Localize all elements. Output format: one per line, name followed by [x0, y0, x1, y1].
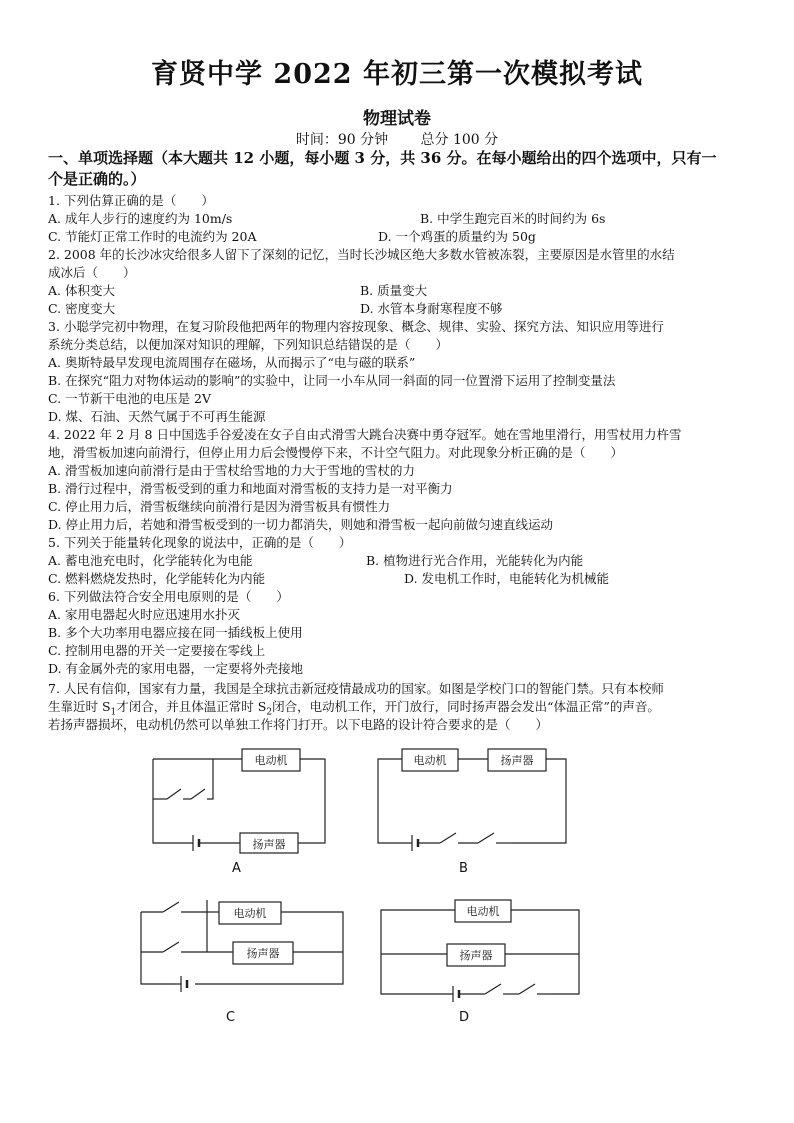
- circuit-a-motor-label: 电动机: [254, 754, 288, 767]
- exam-time: 时间：90 分钟: [295, 132, 389, 148]
- q6-option-a: A. 家用电器起火时应迅速用水扑灭: [48, 607, 240, 622]
- circuit-c-switch-2: [163, 942, 179, 952]
- circuit-b-speaker-label: 扬声器: [500, 754, 534, 767]
- circuit-diagram-c: [135, 896, 350, 1006]
- q7-stem-2-post: 闭合，电动机工作，开门放行，同时扬声器会发出“体温正常”的声音。: [272, 699, 660, 714]
- q4-stem-2: 地，滑雪板加速向前滑行，但停止用力后会慢慢停下来，不计空气阻力。对此现象分析正确的是（ ）: [48, 445, 624, 460]
- q5-option-b: B. 植物进行光合作用，光能转化为内能: [366, 553, 584, 568]
- q3-option-a: A. 奥斯特最早发现电流周围存在磁场，从而揭示了“电与磁的联系”: [48, 355, 416, 370]
- circuit-b-switch-2: [478, 833, 494, 843]
- exam-meta: [0, 129, 794, 149]
- q5-option-a: A. 蓄电池充电时，化学能转化为电能: [48, 553, 253, 568]
- q7-sub-s1: 1: [110, 707, 117, 718]
- circuit-diagram-a: [145, 745, 330, 855]
- q6-option-d: D. 有金属外壳的家用电器，一定要将外壳接地: [48, 661, 304, 676]
- q5-stem: 5. 下列关于能量转化现象的说法中，正确的是（ ）: [48, 535, 352, 550]
- q7-sub-s2: 2: [266, 707, 273, 718]
- circuit-a-wire-right: [298, 759, 325, 843]
- circuit-label-a: A: [232, 861, 241, 876]
- circuit-c-switch-1: [163, 902, 179, 912]
- section-heading-line2: 个是正确的。）: [48, 170, 146, 188]
- circuit-diagram-d: [375, 896, 585, 1006]
- circuit-label-d: D: [459, 1010, 470, 1025]
- circuit-d-motor-label: 电动机: [466, 905, 500, 918]
- circuit-a-speaker-label: 扬声器: [252, 838, 286, 851]
- circuit-diagram-b: [372, 745, 572, 855]
- q3-option-d: D. 煤、石油、天然气属于不可再生能源: [48, 409, 266, 424]
- q5-option-d: D. 发电机工作时，电能转化为机械能: [404, 571, 610, 586]
- q1-option-d: D. 一个鸡蛋的质量约为 50g: [378, 229, 536, 244]
- circuit-a-wire-left: [153, 759, 193, 843]
- circuit-a-branch-right: [207, 759, 213, 799]
- q3-stem-1: 3. 小聪学完初中物理，在复习阶段他把两年的物理内容按现象、概念、规律、实验、探究方法、知识应用等进行: [48, 319, 664, 334]
- q2-option-b: B. 质量变大: [360, 283, 428, 298]
- circuit-d-wire-left: [381, 910, 455, 994]
- circuit-a-switch-2: [191, 789, 205, 799]
- circuit-d-speaker-label: 扬声器: [459, 949, 493, 962]
- q6-option-b: B. 多个大功率用电器应接在同一插线板上使用: [48, 625, 303, 640]
- circuit-d-switch-1: [485, 984, 501, 994]
- q5-option-c: C. 燃料燃烧发热时，化学能转化为内能: [48, 571, 266, 586]
- circuit-c-motor-label: 电动机: [233, 907, 267, 920]
- q7-stem-1: 7. 人民有信仰，国家有力量，我国是全球抗击新冠疫情最成功的国家。如图是学校门口的智能门禁。只有本校师: [48, 681, 664, 696]
- circuit-b-motor-label: 电动机: [413, 754, 447, 767]
- q2-option-c: C. 密度变大: [48, 301, 116, 316]
- q1-stem: 1. 下列估算正确的是（ ）: [48, 193, 214, 208]
- q7-stem-2-mid: 才闭合，并且体温正常时 S: [116, 699, 267, 714]
- q4-stem-1: 4. 2022 年 2 月 8 日中国选手谷爱凌在女子自由式滑雪大跳台决赛中勇夺冠军。她在雪地里滑行，用雪杖用力杵雪: [48, 427, 682, 442]
- exam-score: 总分 100 分: [420, 132, 499, 148]
- circuit-c-speaker-label: 扬声器: [246, 947, 280, 960]
- q2-option-a: A. 体积变大: [48, 283, 115, 298]
- q6-option-c: C. 控制用电器的开关一定要接在零线上: [48, 643, 266, 658]
- paper-subtitle: 物理试卷: [363, 109, 431, 129]
- circuit-label-b: B: [459, 861, 468, 876]
- q7-stem-2-pre: 生靠近时 S: [48, 699, 111, 714]
- section-heading-line1: 一、单项选择题（本大题共 12 小题，每小题 3 分，共 36 分。在每小题给出的四个选项中，只有一: [48, 149, 717, 167]
- q3-option-c: C. 一节新干电池的电压是 2V: [48, 391, 212, 406]
- q4-option-d: D. 停止用力后，若她和滑雪板受到的一切力都消失，则她和滑雪板一起向前做匀速直线运动: [48, 517, 554, 532]
- section-heading: [48, 148, 748, 190]
- q6-stem: 6. 下列做法符合安全用电原则的是（ ）: [48, 589, 289, 604]
- q1-option-b: B. 中学生跑完百米的时间约为 6s: [420, 211, 606, 226]
- q3-stem-2: 系统分类总结，以便加深对知识的理解，下列知识总结错误的是（ ）: [48, 337, 449, 352]
- q4-option-b: B. 滑行过程中，滑雪板受到的重力和地面对滑雪板的支持力是一对平衡力: [48, 481, 453, 496]
- circuit-b-switch-1: [440, 833, 456, 843]
- circuit-d-switch-2: [519, 984, 535, 994]
- circuit-a-switch-1: [167, 789, 181, 799]
- q4-option-a: A. 滑雪板加速向前滑行是由于雪杖给雪地的力大于雪地的雪杖的力: [48, 463, 415, 478]
- q7-stem-3: 若扬声器损坏，电动机仍然可以单独工作将门打开。以下电路的设计符合要求的是（ ）: [48, 717, 549, 732]
- q4-option-c: C. 停止用力后，滑雪板继续向前滑行是因为滑雪板具有惯性力: [48, 499, 391, 514]
- q2-option-d: D. 水管本身耐寒程度不够: [360, 301, 503, 316]
- q3-option-b: B. 在探究“阻力对物体运动的影响”的实验中，让同一小车从同一斜面的同一位置滑下运用了控制变量法: [48, 373, 616, 388]
- q2-stem-2: 成冰后（ ）: [48, 265, 136, 280]
- circuit-label-c: C: [226, 1010, 236, 1025]
- exam-title: 育贤中学 2022 年初三第一次模拟考试: [151, 59, 643, 90]
- circuit-d-wire-right: [511, 910, 579, 994]
- q1-option-c: C. 节能灯正常工作时的电流约为 20A: [48, 229, 257, 244]
- q1-option-a: A. 成年人步行的速度约为 10m/s: [48, 211, 233, 226]
- q2-stem-1: 2. 2008 年的长沙冰灾给很多人留下了深刻的记忆，当时长沙城区绝大多数水管被冻裂，主要原因是水管里的水结: [48, 247, 675, 262]
